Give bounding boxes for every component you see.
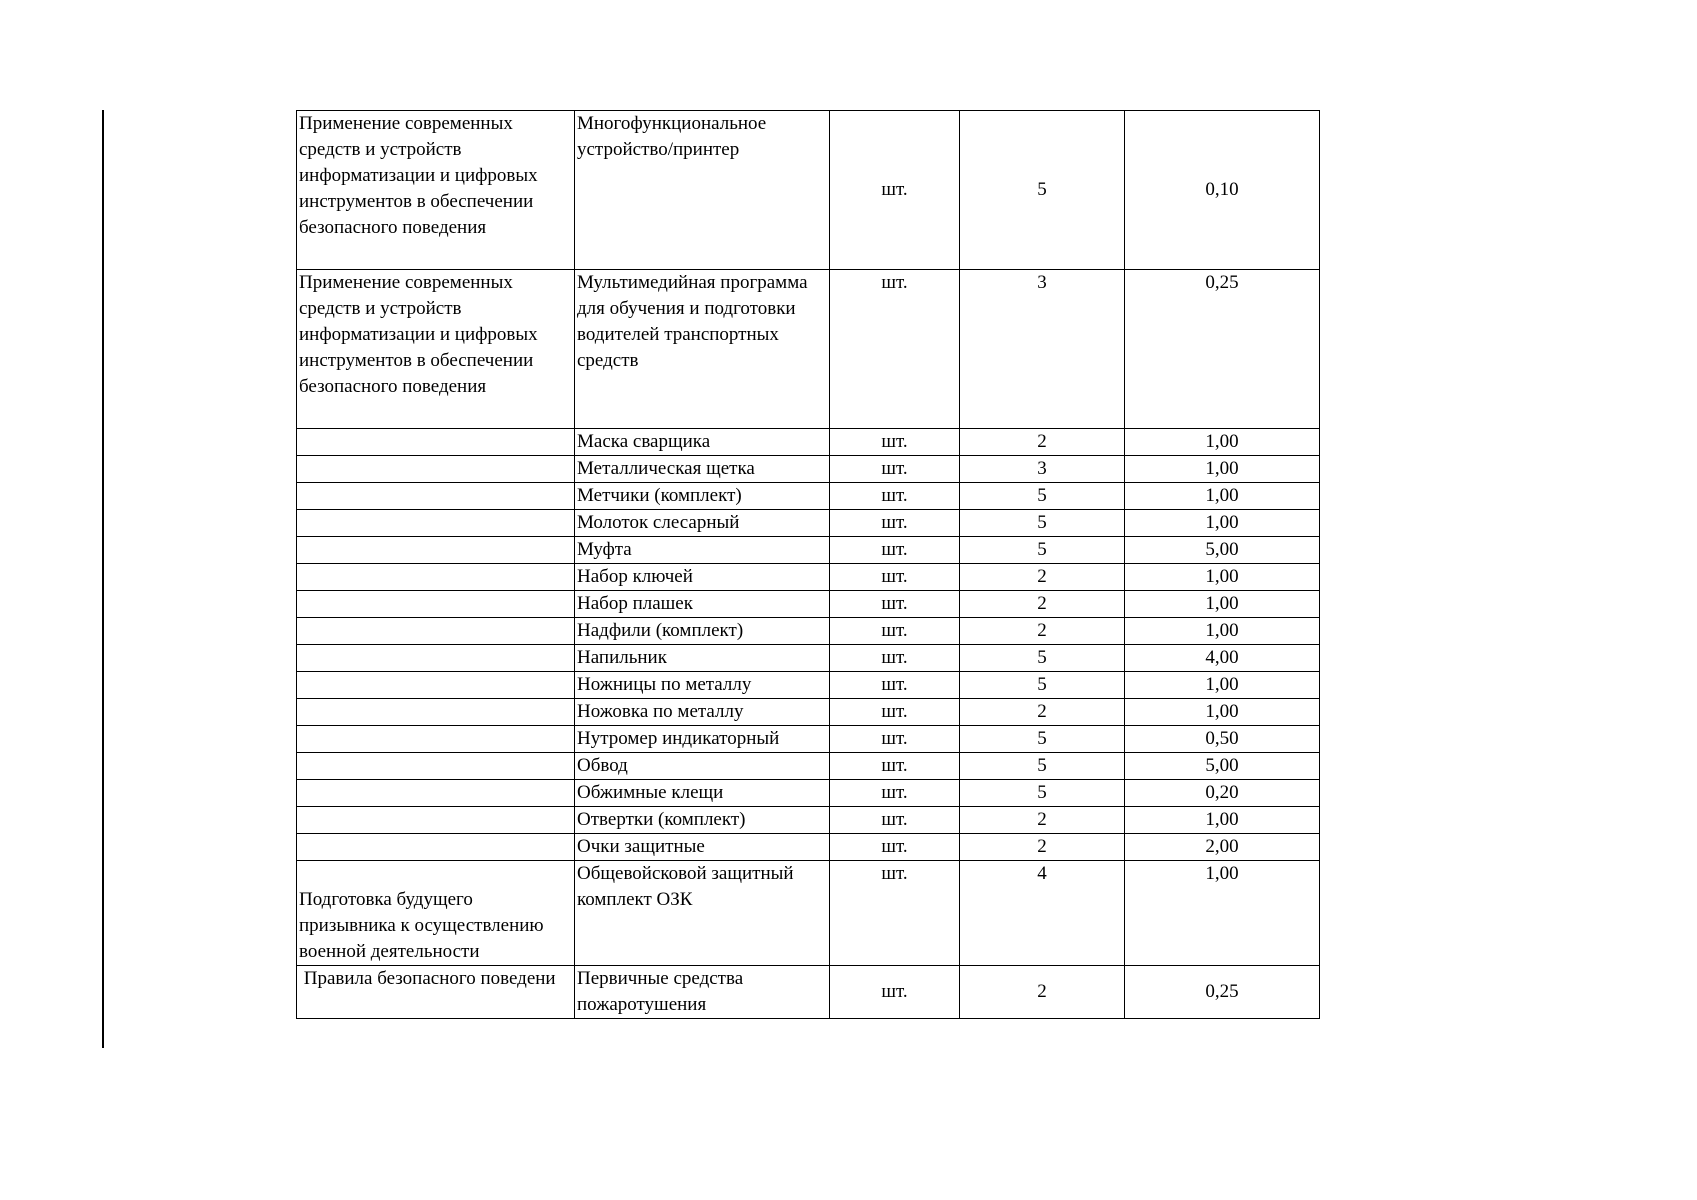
item-name-cell: Обжимные клещи	[575, 780, 830, 807]
value-cell: 1,00	[1125, 861, 1320, 966]
section-cell	[297, 834, 575, 861]
value-cell: 1,00	[1125, 618, 1320, 645]
item-name-cell: Нутромер индикаторный	[575, 726, 830, 753]
section-cell	[297, 510, 575, 537]
unit-cell: шт.	[830, 483, 960, 510]
quantity-cell: 5	[960, 537, 1125, 564]
unit-cell: шт.	[830, 510, 960, 537]
value-cell: 0,25	[1125, 270, 1320, 429]
item-name-cell: Ножницы по металлу	[575, 672, 830, 699]
section-cell	[297, 429, 575, 456]
unit-cell: шт.	[830, 537, 960, 564]
quantity-cell: 5	[960, 483, 1125, 510]
unit-cell: шт.	[830, 834, 960, 861]
unit-cell: шт.	[830, 807, 960, 834]
quantity-cell: 2	[960, 699, 1125, 726]
value-cell: 0,10	[1125, 111, 1320, 270]
table-row	[297, 270, 1320, 429]
table-row	[297, 672, 1320, 699]
table-row	[297, 753, 1320, 780]
unit-cell: шт.	[830, 645, 960, 672]
item-name-cell: Мультимедийная программа для обучения и подготовки водителей транспортных средств	[575, 270, 830, 429]
value-cell: 1,00	[1125, 564, 1320, 591]
section-cell: Подготовка будущего призывника к осуществлению военной деятельности	[297, 861, 575, 966]
value-cell: 2,00	[1125, 834, 1320, 861]
item-name-cell: Общевойсковой защитный комплект ОЗК	[575, 861, 830, 966]
table-row	[297, 807, 1320, 834]
value-cell: 0,50	[1125, 726, 1320, 753]
quantity-cell: 5	[960, 111, 1125, 270]
item-name-cell: Набор плашек	[575, 591, 830, 618]
value-cell: 1,00	[1125, 591, 1320, 618]
item-name-cell: Маска сварщика	[575, 429, 830, 456]
section-cell	[297, 456, 575, 483]
table-row	[297, 456, 1320, 483]
table-row	[297, 510, 1320, 537]
quantity-cell: 5	[960, 753, 1125, 780]
item-name-cell: Метчики (комплект)	[575, 483, 830, 510]
value-cell: 0,20	[1125, 780, 1320, 807]
section-cell	[297, 591, 575, 618]
value-cell: 1,00	[1125, 429, 1320, 456]
section-cell: Правила безопасного поведени	[297, 966, 575, 1019]
unit-cell: шт.	[830, 780, 960, 807]
item-name-cell: Набор ключей	[575, 564, 830, 591]
section-cell	[297, 780, 575, 807]
quantity-cell: 2	[960, 591, 1125, 618]
quantity-cell: 2	[960, 564, 1125, 591]
unit-cell: шт.	[830, 726, 960, 753]
value-cell: 1,00	[1125, 807, 1320, 834]
quantity-cell: 5	[960, 726, 1125, 753]
section-cell	[297, 564, 575, 591]
section-cell	[297, 807, 575, 834]
unit-cell: шт.	[830, 699, 960, 726]
value-cell: 1,00	[1125, 483, 1320, 510]
quantity-cell: 5	[960, 645, 1125, 672]
unit-cell: шт.	[830, 591, 960, 618]
unit-cell: шт.	[830, 429, 960, 456]
value-cell: 0,25	[1125, 966, 1320, 1019]
section-cell	[297, 672, 575, 699]
table-row	[297, 780, 1320, 807]
section-cell	[297, 753, 575, 780]
unit-cell: шт.	[830, 270, 960, 429]
unit-cell: шт.	[830, 672, 960, 699]
unit-cell: шт.	[830, 861, 960, 966]
section-cell: Применение современных средств и устройств информатизации и цифровых инструментов в обеспечении безопасного поведения	[297, 270, 575, 429]
quantity-cell: 2	[960, 807, 1125, 834]
table-row	[297, 483, 1320, 510]
table-row	[297, 564, 1320, 591]
quantity-cell: 5	[960, 780, 1125, 807]
table-row	[297, 699, 1320, 726]
table-row	[297, 591, 1320, 618]
value-cell: 1,00	[1125, 456, 1320, 483]
section-cell: Применение современных средств и устройств информатизации и цифровых инструментов в обеспечении безопасного поведения	[297, 111, 575, 270]
unit-cell: шт.	[830, 564, 960, 591]
table-row	[297, 429, 1320, 456]
value-cell: 1,00	[1125, 672, 1320, 699]
table-row	[297, 111, 1320, 270]
value-cell: 1,00	[1125, 510, 1320, 537]
table-row	[297, 834, 1320, 861]
unit-cell: шт.	[830, 111, 960, 270]
section-cell	[297, 618, 575, 645]
unit-cell: шт.	[830, 966, 960, 1019]
section-cell	[297, 537, 575, 564]
table-row	[297, 861, 1320, 966]
item-name-cell: Напильник	[575, 645, 830, 672]
item-name-cell: Очки защитные	[575, 834, 830, 861]
item-name-cell: Отвертки (комплект)	[575, 807, 830, 834]
quantity-cell: 2	[960, 966, 1125, 1019]
page-margin-line	[102, 110, 104, 1048]
quantity-cell: 4	[960, 861, 1125, 966]
section-cell	[297, 645, 575, 672]
value-cell: 5,00	[1125, 537, 1320, 564]
unit-cell: шт.	[830, 456, 960, 483]
table-row	[297, 966, 1320, 1019]
quantity-cell: 3	[960, 270, 1125, 429]
table-row	[297, 537, 1320, 564]
item-name-cell: Обвод	[575, 753, 830, 780]
item-name-cell: Многофункциональное устройство/принтер	[575, 111, 830, 270]
quantity-cell: 5	[960, 672, 1125, 699]
unit-cell: шт.	[830, 618, 960, 645]
value-cell: 4,00	[1125, 645, 1320, 672]
table-row	[297, 645, 1320, 672]
section-cell	[297, 483, 575, 510]
value-cell: 1,00	[1125, 699, 1320, 726]
table-row	[297, 618, 1320, 645]
unit-cell: шт.	[830, 753, 960, 780]
quantity-cell: 2	[960, 618, 1125, 645]
value-cell: 5,00	[1125, 753, 1320, 780]
item-name-cell: Надфили (комплект)	[575, 618, 830, 645]
item-name-cell: Молоток слесарный	[575, 510, 830, 537]
item-name-cell: Металлическая щетка	[575, 456, 830, 483]
section-cell	[297, 726, 575, 753]
quantity-cell: 5	[960, 510, 1125, 537]
inventory-table	[296, 110, 1320, 1019]
section-cell	[297, 699, 575, 726]
quantity-cell: 2	[960, 429, 1125, 456]
quantity-cell: 2	[960, 834, 1125, 861]
item-name-cell: Первичные средства пожаротушения	[575, 966, 830, 1019]
table-row	[297, 726, 1320, 753]
item-name-cell: Муфта	[575, 537, 830, 564]
item-name-cell: Ножовка по металлу	[575, 699, 830, 726]
quantity-cell: 3	[960, 456, 1125, 483]
